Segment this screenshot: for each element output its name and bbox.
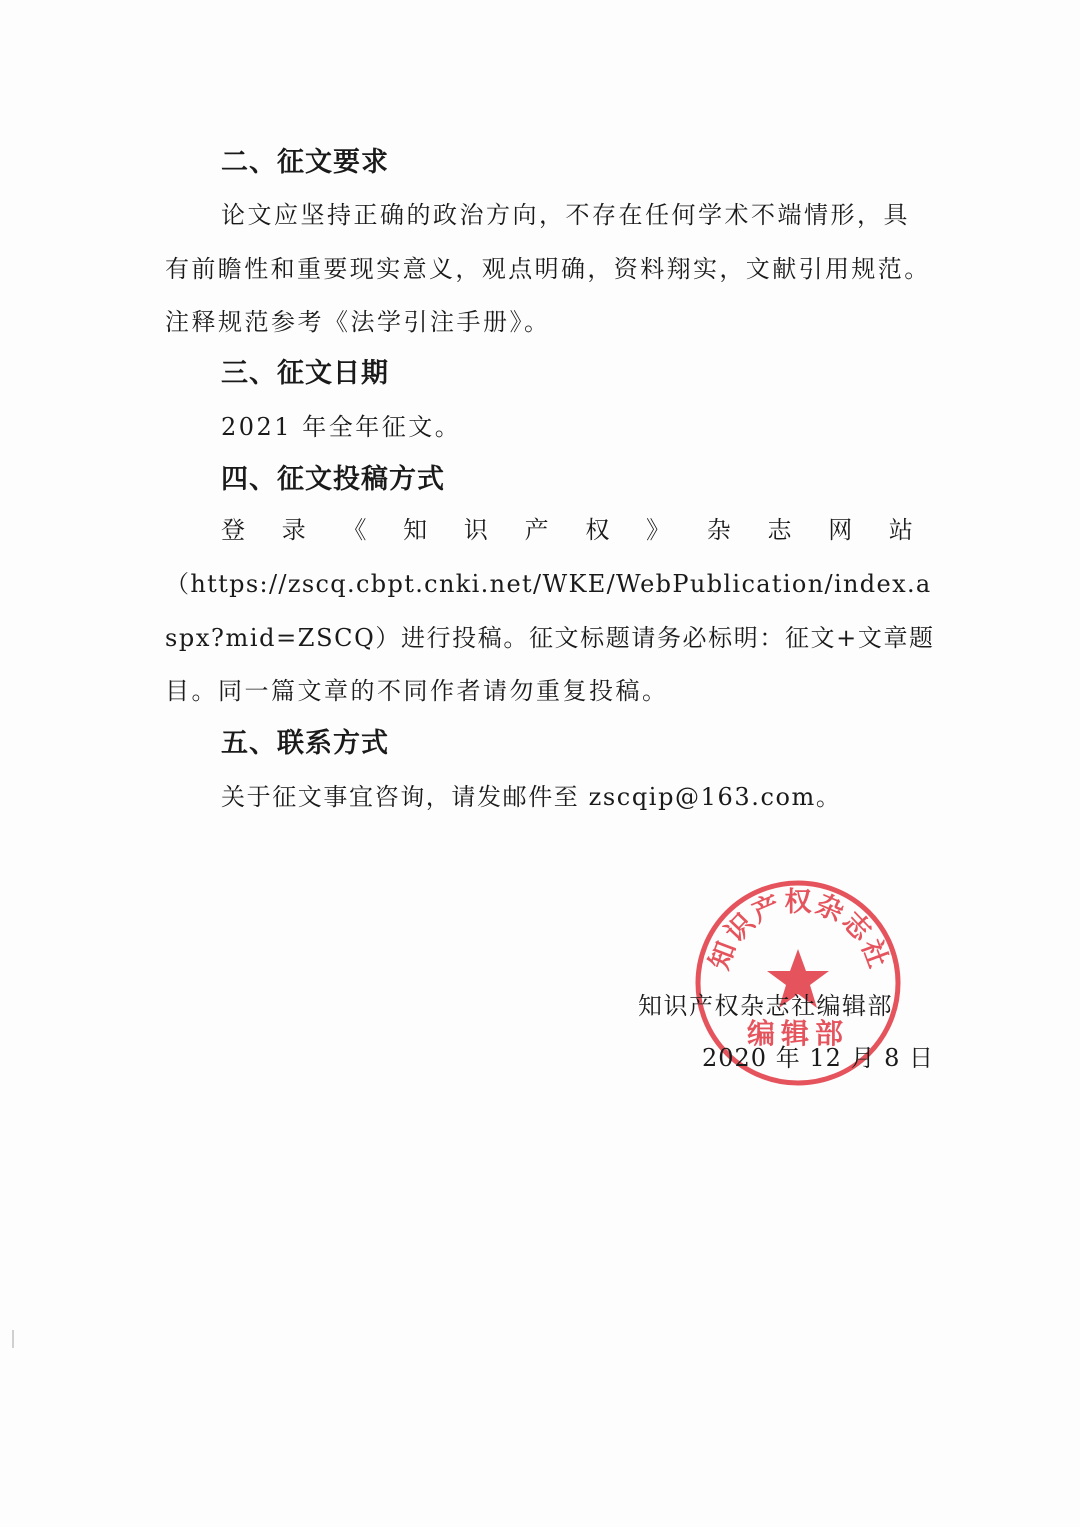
section-heading-submission: 四、征文投稿方式: [221, 464, 445, 495]
char: 识: [463, 516, 488, 544]
signature-org: 知识产权杂志社编辑部: [638, 992, 893, 1020]
section-heading-date: 三、征文日期: [221, 358, 389, 389]
paragraph-line: 注释规范参考《法学引注手册》。: [165, 308, 551, 336]
char: 知: [403, 516, 428, 544]
seal-bottom-text: 编辑部: [746, 1017, 850, 1050]
char: 站: [888, 516, 913, 544]
contact-line: 关于征文事宜咨询，请发邮件至 zscqip@163.com。: [221, 783, 842, 811]
submission-url-line: （https://zscq.cbpt.cnki.net/WKE/WebPublication/index.a: [165, 570, 932, 598]
char: 《: [342, 516, 367, 544]
char: 杂: [706, 516, 731, 544]
paragraph-line: spx?mid=ZSCQ）进行投稿。征文标题请务必标明：征文+文章题: [165, 624, 935, 652]
char: 权: [585, 516, 610, 544]
char: 》: [646, 516, 671, 544]
char: 登: [221, 516, 245, 544]
paragraph-line: 论文应坚持正确的政治方向，不存在任何学术不端情形，具: [221, 201, 910, 229]
char: 产: [524, 516, 549, 544]
section-heading-requirements: 二、征文要求: [221, 147, 389, 178]
justified-line: [221, 518, 913, 542]
seal-top-text: 知识产权杂志社: [704, 887, 894, 974]
section-heading-contact: 五、联系方式: [221, 728, 389, 759]
char: 录: [281, 516, 306, 544]
signature-date: 2020 年 12 月 8 日: [702, 1044, 935, 1072]
char: 网: [828, 516, 853, 544]
char: 志: [767, 516, 792, 544]
paragraph-line: 目。同一篇文章的不同作者请勿重复投稿。: [165, 677, 669, 705]
scan-edge-mark: [12, 1330, 14, 1348]
paragraph-line: 2021 年全年征文。: [221, 413, 462, 441]
paragraph-line: 有前瞻性和重要现实意义，观点明确，资料翔实，文献引用规范。: [165, 255, 931, 283]
